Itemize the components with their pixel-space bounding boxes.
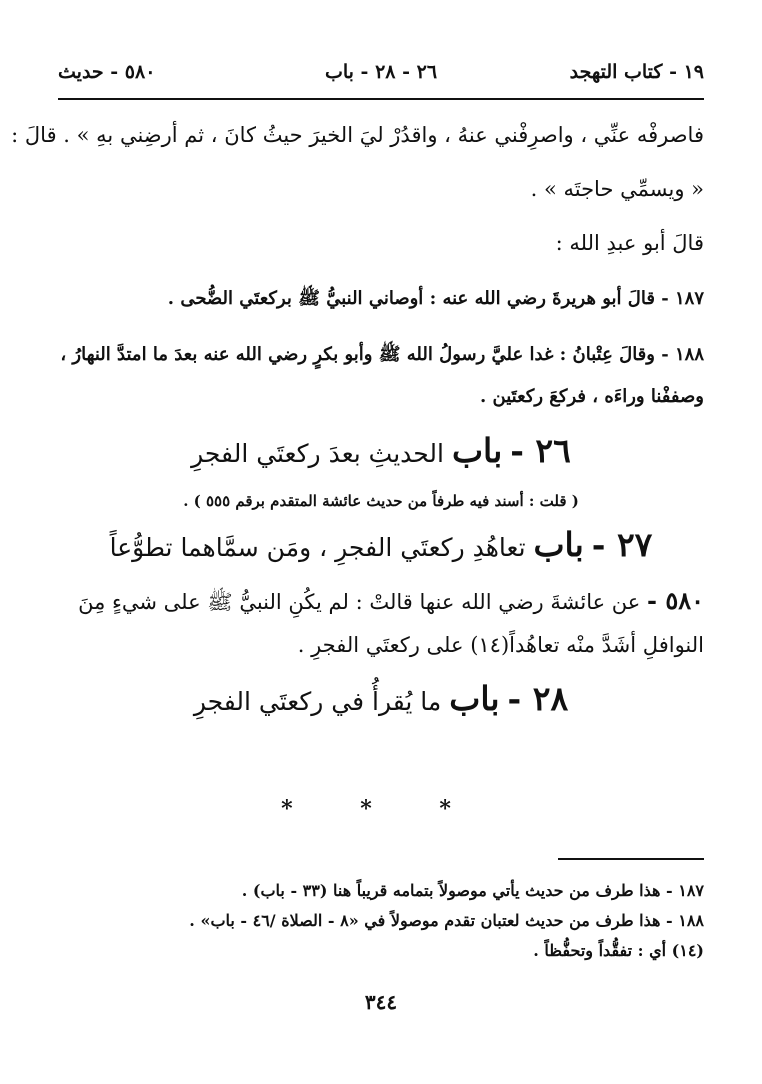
hadith-580-line-2: النوافلِ أشَدَّ منْه تعاهُداً(١٤) على ركعتَي الفجرِ . <box>297 633 704 657</box>
chapter-word: باب <box>451 431 503 470</box>
footnote-divider <box>558 858 704 860</box>
header-divider <box>58 98 704 100</box>
header-hadith-range: ٥٨٠ - حديث <box>58 61 156 83</box>
hadith-number: ٥٨٠ - <box>647 586 704 615</box>
body-line-5: ١٨٨ - وقالَ عِتْبانُ : غدا عليَّ رسولُ الله ﷺ وأبو بكرٍ رضي الله عنه بعدَ ما امتدَّ النهارُ ، <box>60 344 704 365</box>
chapter-word: باب <box>449 679 500 718</box>
section-separator-stars: * * * <box>281 796 481 822</box>
chapter-title: الحديثِ بعدَ ركعتَي الفجرِ <box>191 439 444 468</box>
header-chapter-range: ٢٦ - ٢٨ - باب <box>324 61 438 83</box>
footnote-188: ١٨٨ - هذا طرف من حديث لعتبان تقدم موصولاً في «٨ - الصلاة /٤٦ - باب» . <box>189 911 704 930</box>
running-header <box>58 57 704 89</box>
body-line-4: ١٨٧ - قالَ أبو هريرةَ رضي الله عنه : أوصاني النبيُّ ﷺ بركعتَي الضُّحى . <box>167 288 704 309</box>
body-line-3: قالَ أبو عبدِ الله : <box>555 231 704 255</box>
header-book-title: ١٩ - كتاب التهجد <box>569 61 704 83</box>
chapter-number: ٢٦ - <box>510 431 571 470</box>
footnote-187: ١٨٧ - هذا طرف من حديث يأتي موصولاً بتمامه قريباً هنا (٣٣ - باب) . <box>241 881 704 900</box>
hadith-580-line-1 <box>58 584 704 619</box>
body-line-2: « ويسمِّي حاجتَه » . <box>530 177 704 201</box>
body-line-6: وصففْنا وراءَه ، فركعَ ركعتَين . <box>480 386 704 407</box>
body-line-1: فاصرفْه عنِّي ، واصرِفْني عنهُ ، واقدُرْ ليَ الخيرَ حيثُ كانَ ، ثم أرضِني بهِ » . قالَ : <box>11 123 704 147</box>
chapter-number: ٢٨ - <box>507 679 569 718</box>
chapter-heading-26 <box>58 428 704 477</box>
chapter-title: ما يُقرأُ في ركعتَي الفجرِ <box>193 687 442 716</box>
chapter-number: ٢٧ - <box>591 525 653 564</box>
chapter-word: باب <box>533 525 584 564</box>
page-number: ٣٤٤ <box>364 990 398 1014</box>
hadith-text: عن عائشةَ رضي الله عنها قالتْ : لم يكُنِ النبيُّ ﷺ على شيءٍ مِنَ <box>78 590 641 614</box>
chapter-heading-27 <box>58 522 704 571</box>
chapter-heading-28 <box>58 676 704 725</box>
chapter-title: تعاهُدِ ركعتَي الفجرِ ، ومَن سمَّاهما تطوُّعاً <box>109 533 526 562</box>
footnote-14: (١٤) أي : تفقُّداً وتحفُّظاً . <box>533 941 704 960</box>
chapter-26-note: ( قلت : أسند فيه طرفاً من حديث عائشة المتقدم برقم ٥٥٥ ) . <box>183 492 579 510</box>
